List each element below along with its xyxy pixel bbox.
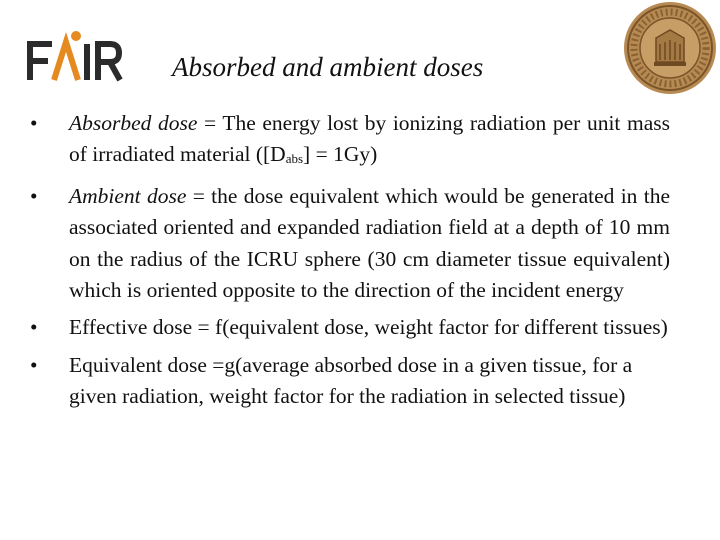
definition-text: = The energy lost by ionizing radiation per unit mass of irradiated material ([D: [69, 111, 670, 167]
bullet-list: [30, 108, 670, 419]
list-item: [30, 312, 670, 343]
definition-text: ] = 1Gy): [303, 142, 378, 167]
list-item: [30, 108, 670, 175]
page-title: Absorbed and ambient doses: [172, 52, 484, 82]
definition-text: Equivalent dose =g(average absorbed dose in a given tissue, for a given radiation, weight factor for the radiation in selected tissue): [69, 352, 633, 409]
subscript: abs: [285, 151, 304, 167]
term-absorbed-dose: Absorbed dose: [69, 111, 198, 135]
definition-text: Effective dose = f(equivalent dose, weight factor for different tissues): [69, 315, 668, 340]
list-item: [30, 350, 670, 413]
list-item: [30, 181, 670, 307]
university-seal-icon: [618, 0, 720, 102]
fair-logo: [24, 20, 124, 88]
term-ambient-dose: Ambient dose: [69, 183, 187, 208]
definition-text: = the dose equivalent which would be generated in the associated oriented and expanded radiation field at a depth of 10 mm on the radius of the ICRU sphere (30 cm diameter tissue equivalent) which is oriented opposite to the direction of the incident energy: [69, 183, 670, 303]
